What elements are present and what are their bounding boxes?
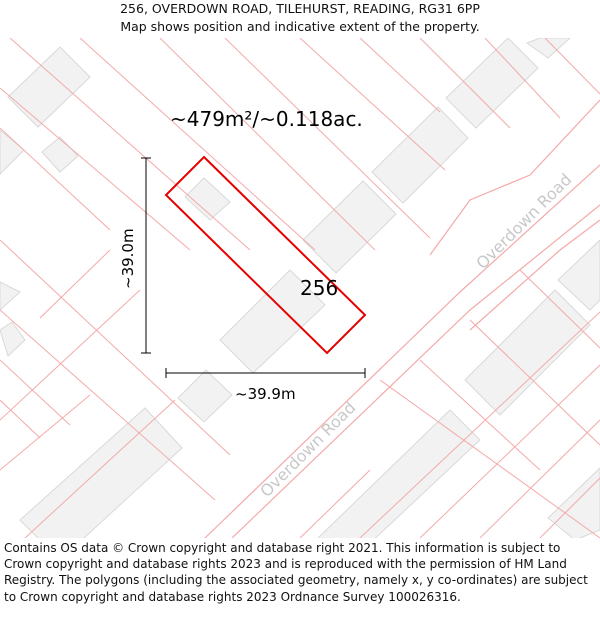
building: [0, 130, 24, 174]
building: [0, 322, 25, 356]
building: [20, 408, 182, 538]
building: [0, 282, 20, 310]
building: [446, 38, 538, 128]
property-address: 256, OVERDOWN ROAD, TILEHURST, READING, RG31 6PP: [120, 1, 480, 16]
height-dimension-label: ~39.0m: [119, 228, 137, 289]
map-canvas[interactable]: [0, 38, 600, 538]
building: [465, 290, 590, 415]
building: [318, 410, 480, 538]
building: [303, 181, 396, 273]
plot-number-label: 256: [300, 276, 339, 300]
area-label: ~479m²/~0.118ac.: [170, 107, 363, 131]
building: [372, 107, 468, 203]
building: [42, 137, 78, 172]
width-dimension-label: ~39.9m: [235, 385, 296, 403]
map-header: [0, 0, 600, 38]
attribution-footer: Contains OS data © Crown copyright and database right 2021. This information is subject to Crown copyright and database rights 2023 and is reproduced with the permission of HM Land Registry. The polygons (including the associated geometry, namely x, y co-ordinates) are subject to Crown copyright and database rights 2023 Ordnance Survey 100026316.: [4, 541, 588, 604]
map-subtitle: Map shows position and indicative extent of the property.: [120, 19, 480, 34]
map-svg: [0, 38, 600, 538]
building: [8, 47, 90, 127]
building: [548, 468, 600, 538]
road-label-lower: Overdown Road: [256, 397, 360, 501]
road-label-upper: Overdown Road: [472, 169, 576, 273]
